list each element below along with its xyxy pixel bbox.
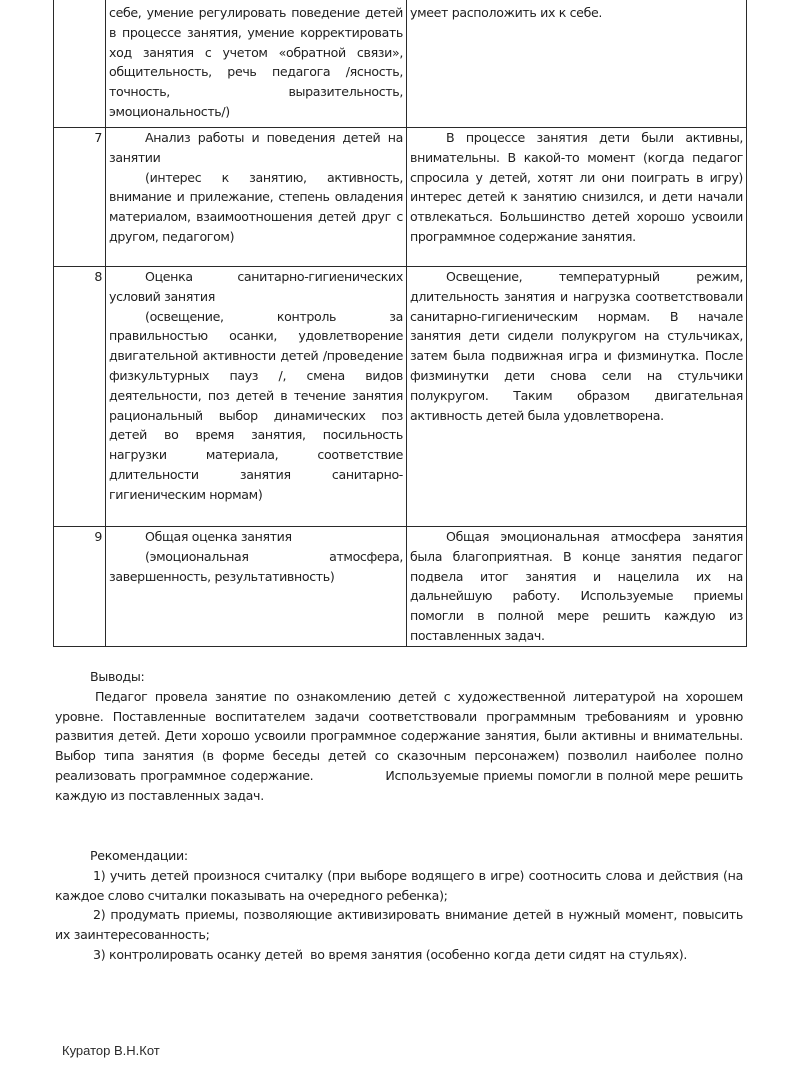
- criterion-detail: себе, умение регулировать поведение детей в процессе занятия, умение корректировать ход занятия с учетом «обратной связи», общительность, речь педагога /ясность, точность, выразительность, эмоциональность/): [109, 5, 403, 119]
- table-row: [54, 527, 747, 647]
- curator-signature: Куратор В.Н.Кот: [62, 1043, 160, 1058]
- observation-cell: [407, 527, 747, 647]
- criterion-cell: [106, 128, 407, 267]
- criterion-detail: (освещение, контроль за правильностью осанки, удовлетворение двигательной активности детей /проведение физкультурных пауз /, смена видов деятельности, поз детей в течение занятия рациональный выбор динамических поз детей во время занятия, посильность нагрузки материала, соответствие длительности занятия санитарно-гигиеническим нормам): [109, 308, 403, 502]
- table-row: [54, 0, 747, 128]
- conclusions-section: [55, 667, 747, 806]
- recommendations-heading: Рекомендации:: [90, 848, 188, 863]
- recommendation-item: 3) контролировать осанку детей во время занятия (особенно когда дети сидят на стульях).: [93, 946, 688, 962]
- criterion-title: Анализ работы и поведения детей на занятии: [109, 130, 403, 165]
- recommendation-item: 2) продумать приемы, позволяющие активизировать внимание детей в нужный момент, повысить их заинтересованность;: [55, 907, 743, 943]
- observation-text: Освещение, температурный режим, длительность занятия и нагрузка соответствовали санитарно-гигиеническим нормам. В начале занятия дети сидели полукругом на стульчиках, затем была подвижная игра и физминутка. После физминутки дети снова сели на стульчики полукругом. Таким образом двигательная активность детей была удовлетворена.: [410, 269, 743, 423]
- recommendations-section: [55, 846, 743, 965]
- row-number: 9: [54, 527, 106, 647]
- observation-cell: [407, 128, 747, 267]
- table-row: [54, 128, 747, 267]
- criterion-detail: (эмоциональная атмосфера, завершенность, результативность): [109, 548, 403, 584]
- observation-cell: [407, 267, 747, 527]
- criterion-title: Оценка санитарно-гигиенических условий занятия: [109, 269, 403, 304]
- table-row: [54, 267, 747, 527]
- criterion-cell: [106, 267, 407, 527]
- criterion-detail: (интерес к занятию, активность, внимание и прилежание, степень овладения материалом, взаимоотношения детей друг с другом, педагогом): [109, 169, 403, 244]
- observation-cell: [407, 0, 747, 128]
- criterion-title: Общая оценка занятия: [145, 529, 292, 544]
- conclusions-heading: Выводы:: [90, 669, 145, 684]
- row-number: [54, 0, 106, 128]
- observation-text: В процессе занятия дети были активны, внимательны. В какой-то момент (когда педагог спросила у детей, хотят ли они поиграть в игру) интерес детей к занятию снизился, и дети начали отвлекаться. Большинство детей хорошо усвоили программное содержание занятия.: [410, 130, 743, 244]
- recommendation-item: 1) учить детей произнося считалку (при выборе водящего в игре) соотносить слова и действия (на каждое слово считалки показывать на очередного ребенка);: [55, 867, 743, 903]
- evaluation-table: [53, 0, 747, 647]
- conclusions-text: Педагог провела занятие по ознакомлению детей с художественной литературой на хорошем уровне. Поставленные воспитателем задачи соответствовали программным требованиям и уровню развития детей. Дети хорошо усвоили программное содержание занятия, были активны и внимательны. Выбор типа занятия (в форме беседы детей со сказочным персонажем) позволил наиболее полно реализовать программное содержание. Используемые приемы помогли в полной мере решить каждую из поставленных задач.: [55, 688, 747, 803]
- criterion-cell: [106, 0, 407, 128]
- observation-text: умеет расположить их к себе.: [410, 5, 603, 20]
- criterion-cell: [106, 527, 407, 647]
- row-number: 8: [54, 267, 106, 527]
- observation-text: Общая эмоциональная атмосфера занятия была благоприятная. В конце занятия педагог подвела итог занятия и нацелила их на дальнейшую работу. Используемые приемы помогли в полной мере решить каждую из поставленных задач.: [410, 529, 743, 643]
- row-number: 7: [54, 128, 106, 267]
